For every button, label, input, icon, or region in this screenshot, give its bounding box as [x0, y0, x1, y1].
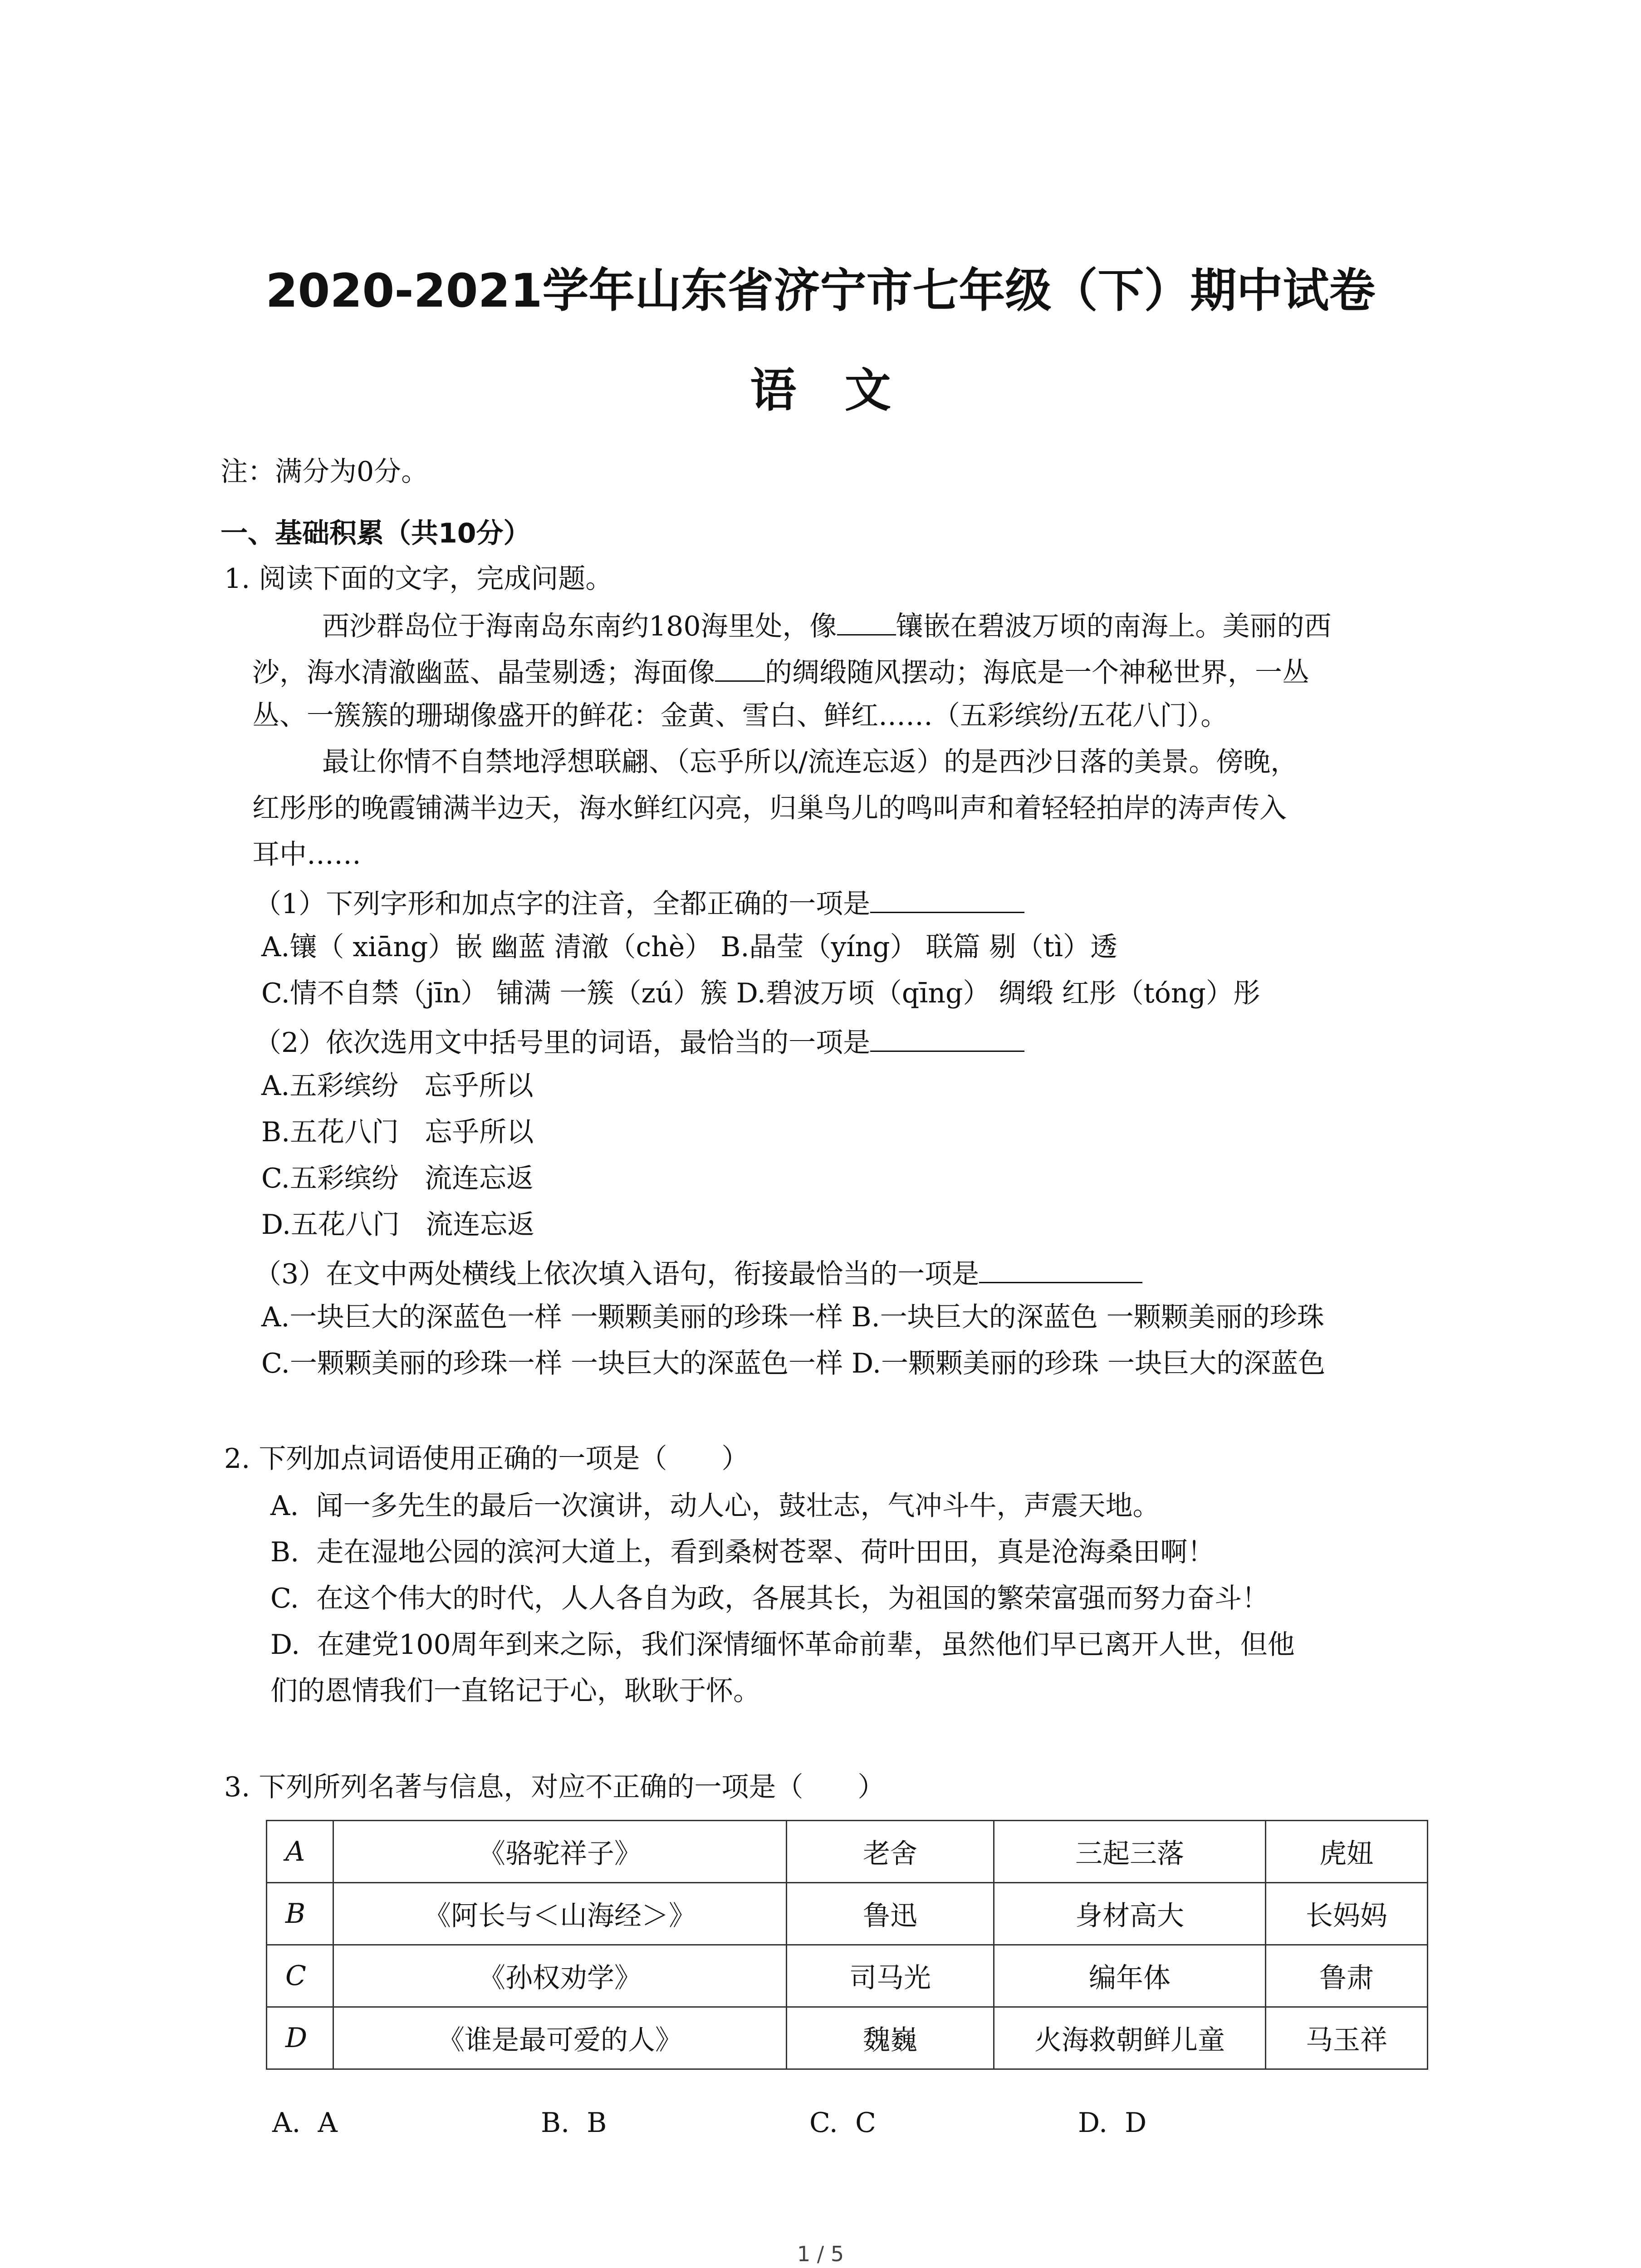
q1-passage-line — [252, 656, 1309, 689]
q1-passage-text: 西沙群岛位于海南岛东南约180海里处，像 — [322, 611, 837, 642]
q1-sub1-stem — [254, 887, 1024, 918]
q1-sub3-text: （3）在文中两处横线上依次填入语句，衔接最恰当的一项是 — [254, 1258, 980, 1290]
table-cell: 《谁是最可爱的人》 — [333, 2007, 787, 2069]
q1-sub2-option: B.五花八门 忘乎所以 — [261, 1116, 534, 1148]
table-cell: 《阿长与＜山海经＞》 — [333, 1883, 787, 1945]
q3-answer-c: C. C — [809, 2107, 876, 2139]
table-row — [267, 1883, 1428, 1945]
q1-sub2-stem — [254, 1026, 1024, 1059]
subject-title: 语 文 — [750, 364, 891, 418]
q1-passage-line: 耳中…… — [252, 839, 361, 870]
table-cell: 鲁肃 — [1266, 1945, 1428, 2007]
answer-blank — [870, 887, 1024, 913]
table-cell: 《骆驼祥子》 — [333, 1821, 787, 1883]
table-cell: 长妈妈 — [1266, 1883, 1428, 1945]
q2-option-b: B. 走在湿地公园的滨河大道上，看到桑树苍翠、荷叶田田，真是沧海桑田啊！ — [270, 1536, 1215, 1568]
q1-passage-line — [322, 610, 1332, 640]
table-cell: 身材高大 — [994, 1883, 1266, 1945]
q1-passage-text: 镶嵌在碧波万顷的南海上。美丽的西 — [896, 611, 1332, 642]
q1-sub3-options: A.一块巨大的深蓝色一样 一颗颗美丽的珍珠一样 B.一块巨大的深蓝色 一颗颗美丽的珍珠 — [261, 1301, 1324, 1333]
q2-stem: 2. 下列加点词语使用正确的一项是（ ） — [224, 1443, 749, 1475]
q2-option-d: D. 在建党100周年到来之际，我们深情缅怀革命前辈，虽然他们早已离开人世，但他 — [270, 1629, 1295, 1661]
q1-sub3-options: C.一颗颗美丽的珍珠一样 一块巨大的深蓝色一样 D.一颗颗美丽的珍珠 一块巨大的深蓝色 — [261, 1348, 1326, 1379]
q1-sub2-option: C.五彩缤纷 流连忘返 — [261, 1163, 534, 1194]
table-cell: 编年体 — [994, 1945, 1266, 2007]
q1-passage-line: 丛、一簇簇的珊瑚像盛开的鲜花：金黄、雪白、鲜红……（五彩缤纷/五花八门）。 — [252, 700, 1228, 732]
section-heading: 一、基础积累（共10分） — [220, 518, 531, 549]
q2-option-c: C. 在这个伟大的时代，人人各自为政，各展其长，为祖国的繁荣富强而努力奋斗！ — [270, 1583, 1269, 1614]
q1-passage-line: 最让你情不自禁地浮想联翩、（忘乎所以/流连忘返）的是西沙日落的美景。傍晚， — [322, 746, 1298, 778]
answer-blank — [979, 1257, 1142, 1283]
table-cell: 《孙权劝学》 — [333, 1945, 787, 2007]
table-cell: 司马光 — [787, 1945, 994, 2007]
table-cell: 火海救朝鲜儿童 — [994, 2007, 1266, 2069]
table-cell: B — [267, 1883, 333, 1945]
table-row — [267, 1945, 1428, 2007]
table-cell: 虎妞 — [1266, 1821, 1428, 1883]
q1-passage-text: 沙，海水清澈幽蓝、晶莹剔透；海面像 — [252, 657, 715, 689]
table-row — [267, 2007, 1428, 2069]
score-note: 注：满分为0分。 — [220, 456, 429, 488]
page-title: 2020-2021学年山东省济宁市七年级（下）期中试卷 — [265, 264, 1376, 318]
table-row — [267, 1821, 1428, 1883]
table-cell: C — [267, 1945, 333, 2007]
q1-sub2-text: （2）依次选用文中括号里的词语，最恰当的一项是 — [254, 1027, 871, 1059]
table-cell: 马玉祥 — [1266, 2007, 1428, 2069]
table-cell: A — [267, 1821, 333, 1883]
passage-blank-1 — [837, 610, 896, 635]
q1-sub2-option: D.五花八门 流连忘返 — [261, 1209, 535, 1241]
q1-stem: 1. 阅读下面的文字，完成问题。 — [224, 563, 613, 595]
q1-sub2-option: A.五彩缤纷 忘乎所以 — [261, 1070, 534, 1102]
answer-blank — [870, 1026, 1024, 1052]
q2-option-a: A. 闻一多先生的最后一次演讲，动人心，鼓壮志，气冲斗牛，声震天地。 — [270, 1490, 1160, 1522]
table-cell: 鲁迅 — [787, 1883, 994, 1945]
q1-passage-text: 的绸缎随风摆动；海底是一个神秘世界，一丛 — [765, 657, 1309, 689]
q3-answer-a: A. A — [272, 2107, 338, 2139]
q3-answer-b: B. B — [541, 2107, 607, 2139]
page-number: 1 / 5 — [797, 2242, 844, 2266]
table-cell: 魏巍 — [787, 2007, 994, 2069]
q1-passage-line: 红彤彤的晚霞铺满半边天，海水鲜红闪亮，归巢鸟儿的鸣叫声和着轻轻拍岸的涛声传入 — [252, 792, 1287, 824]
q3-table — [266, 1820, 1428, 2070]
passage-blank-2 — [715, 656, 765, 682]
table-cell: 老舍 — [787, 1821, 994, 1883]
table-cell: 三起三落 — [994, 1821, 1266, 1883]
q3-answer-d: D. D — [1078, 2107, 1147, 2139]
q2-option-d-cont: 们的恩情我们一直铭记于心，耿耿于怀。 — [270, 1675, 760, 1707]
q1-sub1-text: （1）下列字形和加点字的注音，全都正确的一项是 — [254, 888, 871, 920]
q1-sub3-stem — [254, 1257, 1142, 1288]
q1-sub1-options: C.情不自禁（jīn） 铺满 一簇（zú）簇 D.碧波万顷（qīng） 绸缎 红彤（tóng）彤 — [261, 978, 1260, 1009]
q3-stem: 3. 下列所列名著与信息，对应不正确的一项是（ ） — [224, 1771, 885, 1803]
q1-sub1-options: A.镶（ xiāng）嵌 幽蓝 清澈（chè） B.晶莹（yíng） 联篇 剔（tì）透 — [261, 931, 1118, 963]
table-cell: D — [267, 2007, 333, 2069]
